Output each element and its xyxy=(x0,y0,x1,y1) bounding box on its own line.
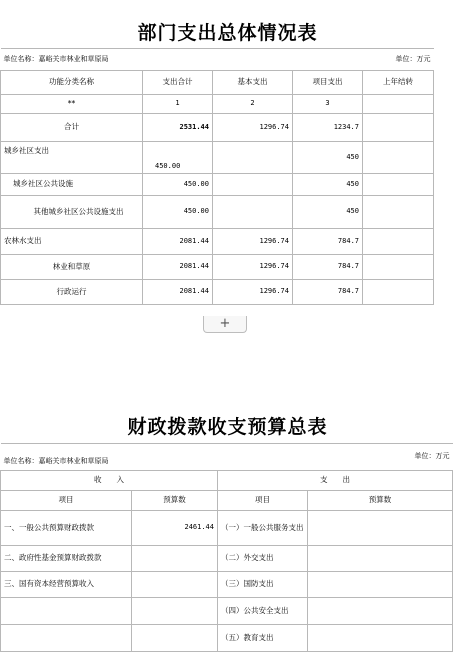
index-cell: 2 xyxy=(213,95,293,114)
total-cell: 450.00 xyxy=(143,142,213,174)
table-row xyxy=(1,572,453,598)
income-item xyxy=(1,625,132,652)
column-header: 功能分类名称 xyxy=(1,71,143,95)
index-row xyxy=(1,95,434,114)
fiscal-budget-table xyxy=(0,443,453,652)
category-name: 农林水支出 xyxy=(1,229,143,255)
unit-label: 单位：万元 xyxy=(363,49,434,71)
income-item xyxy=(1,598,132,625)
income-header: 收 入 xyxy=(1,471,218,491)
expense-item: （五）教育支出 xyxy=(218,625,308,652)
total-cell: 450.00 xyxy=(143,174,213,196)
total-cell: 450.00 xyxy=(143,196,213,229)
column-header: 基本支出 xyxy=(213,71,293,95)
income-amount xyxy=(132,598,218,625)
expense-amount xyxy=(308,598,453,625)
expense-item: （二）外交支出 xyxy=(218,546,308,572)
expense-amount xyxy=(308,546,453,572)
table-row xyxy=(1,511,453,546)
total-cell: 2081.44 xyxy=(143,280,213,305)
index-cell: 3 xyxy=(293,95,363,114)
project-cell: 450 xyxy=(293,196,363,229)
carry-cell xyxy=(363,142,434,174)
header-row xyxy=(1,491,453,511)
column-header: 支出合计 xyxy=(143,71,213,95)
column-header: 预算数 xyxy=(308,491,453,511)
expense-amount xyxy=(308,625,453,652)
column-header: 预算数 xyxy=(132,491,218,511)
project-cell: 784.7 xyxy=(293,255,363,280)
carry-cell xyxy=(363,229,434,255)
category-name: 行政运行 xyxy=(1,280,143,305)
project-cell: 784.7 xyxy=(293,280,363,305)
table-row xyxy=(1,196,434,229)
carry-cell xyxy=(363,255,434,280)
expense-item: （一）一般公共服务支出 xyxy=(218,511,308,546)
category-name: 其他城乡社区公共设施支出 xyxy=(1,196,143,229)
basic-cell xyxy=(213,196,293,229)
table-row xyxy=(1,142,434,174)
project-cell: 1234.7 xyxy=(293,114,363,142)
income-item: 二、政府性基金预算财政拨款 xyxy=(1,546,132,572)
index-cell: ** xyxy=(1,95,143,114)
table-row xyxy=(1,546,453,572)
expense-item: （三）国防支出 xyxy=(218,572,308,598)
basic-cell: 1296.74 xyxy=(213,229,293,255)
header-row xyxy=(1,71,434,95)
income-item: 三、国有资本经营预算收入 xyxy=(1,572,132,598)
carry-cell xyxy=(363,280,434,305)
expense-amount xyxy=(308,511,453,546)
project-cell: 450 xyxy=(293,174,363,196)
unit-name: 单位名称：嘉峪关市林业和草原局 xyxy=(1,49,363,71)
table-row xyxy=(1,174,434,196)
department-expenditure-table xyxy=(0,48,434,305)
table1-title: 部门支出总体情况表 xyxy=(137,22,318,44)
basic-cell xyxy=(213,142,293,174)
basic-cell: 1296.74 xyxy=(213,255,293,280)
income-amount: 2461.44 xyxy=(132,511,218,546)
category-name: 城乡社区公共设施 xyxy=(1,174,143,196)
add-sheet-button[interactable]: + xyxy=(203,316,247,333)
project-cell: 450 xyxy=(293,142,363,174)
income-item: 一、一般公共预算财政拨款 xyxy=(1,511,132,546)
category-name: 城乡社区支出 xyxy=(1,142,143,174)
table2-title: 财政拨款收支预算总表 xyxy=(127,416,328,438)
income-amount xyxy=(132,572,218,598)
table-row xyxy=(1,598,453,625)
expense-item: （四）公共安全支出 xyxy=(218,598,308,625)
column-header: 项目支出 xyxy=(293,71,363,95)
basic-cell: 1296.74 xyxy=(213,280,293,305)
income-amount xyxy=(132,546,218,572)
unit-name: 单位名称：嘉峪关市林业和草原局 xyxy=(1,444,308,471)
table-row xyxy=(1,625,453,652)
category-name: 合计 xyxy=(1,114,143,142)
section-header-row xyxy=(1,471,453,491)
category-name: 林业和草原 xyxy=(1,255,143,280)
project-cell: 784.7 xyxy=(293,229,363,255)
expense-header: 支 出 xyxy=(218,471,453,491)
carry-cell xyxy=(363,196,434,229)
income-amount xyxy=(132,625,218,652)
total-cell: 2081.44 xyxy=(143,229,213,255)
table-row xyxy=(1,280,434,305)
column-header: 项目 xyxy=(1,491,132,511)
unit-label: 单位：万元 xyxy=(308,444,453,471)
table-row xyxy=(1,114,434,142)
index-cell: 1 xyxy=(143,95,213,114)
table-row xyxy=(1,255,434,280)
carry-cell xyxy=(363,174,434,196)
column-header: 上年结转 xyxy=(363,71,434,95)
column-header: 项目 xyxy=(218,491,308,511)
total-cell: 2531.44 xyxy=(143,114,213,142)
total-cell: 2081.44 xyxy=(143,255,213,280)
expense-amount xyxy=(308,572,453,598)
index-cell xyxy=(363,95,434,114)
basic-cell: 1296.74 xyxy=(213,114,293,142)
table-row xyxy=(1,229,434,255)
carry-cell xyxy=(363,114,434,142)
basic-cell xyxy=(213,174,293,196)
